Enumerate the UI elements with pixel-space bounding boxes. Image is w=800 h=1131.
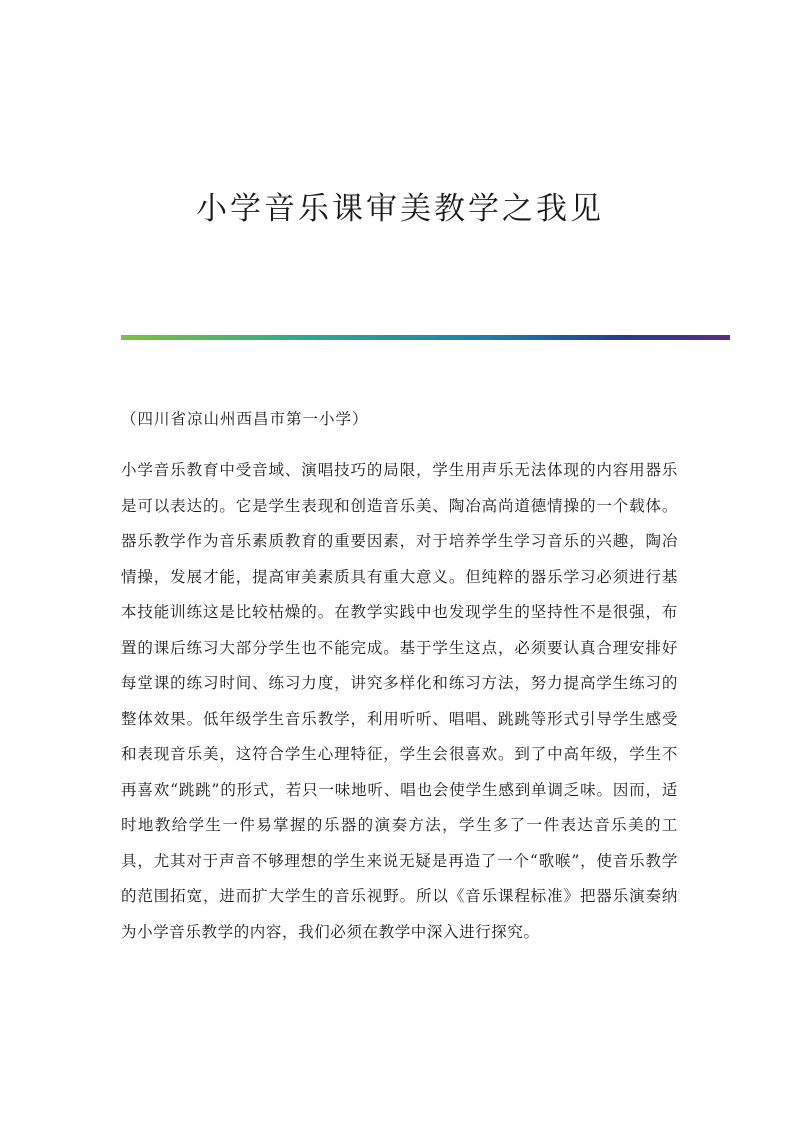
author-affiliation: （四川省凉山州西昌市第一小学）	[121, 410, 369, 428]
title-divider	[121, 335, 730, 340]
page-title: 小学音乐课审美教学之我见	[196, 191, 604, 227]
body-paragraph: 小学音乐教育中受音域、演唱技巧的局限，学生用声乐无法体现的内容用器乐是可以表达的。它是学生表现和创造音乐美、陶冶高尚道德情操的一个载体。器乐教学作为音乐素质教育的重要因素，对于培养学生学习音乐的兴趣，陶冶情操，发展才能，提高审美素质具有重大意义。但纯粹的器乐学习必须进行基本技能训练这是比较枯燥的。在教学实践中也发现学生的坚持性不是很强，布置的课后练习大部分学生也不能完成。基于学生这点，必须要认真合理安排好每堂课的练习时间、练习力度，讲究多样化和练习方法，努力提高学生练习的整体效果。低年级学生音乐教学，利用听听、唱唱、跳跳等形式引导学生感受和表现音乐美，这符合学生心理特征，学生会很喜欢。到了中高年级，学生不再喜欢“跳跳”的形式，若只一味地听、唱也会使学生感到单调乏味。因而，适时地教给学生一件易掌握的乐器的演奏方法，学生多了一件表达音乐美的工具，尤其对于声音不够理想的学生来说无疑是再造了一个“歌喉”，使音乐教学的范围拓宽，进而扩大学生的音乐视野。所以《音乐课程标准》把器乐演奏纳为小学音乐教学的内容，我们必须在教学中深入进行探究。	[121, 461, 678, 941]
